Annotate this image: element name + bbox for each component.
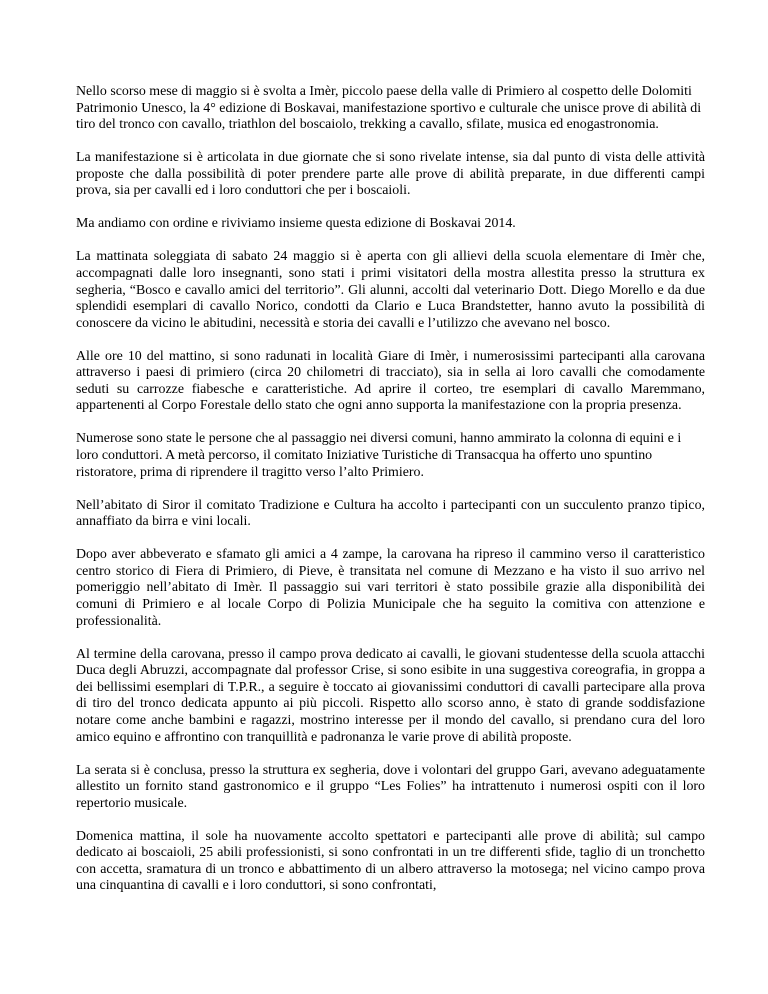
paragraph-caravan-route: Numerose sono state le persone che al passaggio nei diversi comuni, hanno ammirato la colonna di equini e i loro conduttori. A metà percorso, il comitato Iniziative Turistiche di Transacqua ha offerto uno spuntino ristoratore, prima di riprendere il tragitto verso l’alto Primiero. [76, 431, 682, 480]
paragraph-intro: Nello scorso mese di maggio si è svolta a Imèr, piccolo paese della valle di Primiero al cospetto delle Dolomiti Patrimonio Unesco, la 4° edizione di Boskavai, manifestazione sportivo e culturale che unisce prove di abilità di tiro del tronco con cavallo, triathlon del boscaiolo, trekking a cavallo, sfilate, musica ed enogastronomia. [76, 84, 702, 133]
article-body [76, 84, 705, 911]
paragraph-sunday: Domenica mattina, il sole ha nuovamente accolto spettatori e partecipanti alle prove di abilità; sul campo dedicato ai boscaioli, 25 abili professionisti, si sono confrontati in un tre differenti sfide, taglio di un tronchetto con accetta, sramatura di un tronco e abbattimento di un albero attraverso la motosega; nel vicino campo prova una cinquantina di cavalli e i loro conduttori, si sono confrontati, [76, 828, 705, 894]
paragraph-caravan-arrival: Dopo aver abbeverato e sfamato gli amici a 4 zampe, la carovana ha ripreso il cammino verso il caratteristico centro storico di Fiera di Primiero, di Pieve, è transitata nel comune di Mezzano e ha visto il suo arrivo nel pomeriggio nell’abitato di Imèr. Il passaggio sui vari territori è stato possibile grazie alla disponibilità dei comuni di Primiero e al locale Corpo di Polizia Municipale che ha seguito la comitiva con attenzione e professionalità. [76, 547, 705, 629]
paragraph-evening: La serata si è conclusa, presso la struttura ex segheria, dove i volontari del gruppo Gari, avevano adeguatamente allestito un fornito stand gastronomico e il gruppo “Les Folies” ha intrattenuto i numerosi ospiti con il loro repertorio musicale. [76, 762, 705, 811]
paragraph-caravan-start: Alle ore 10 del mattino, si sono radunati in località Giare di Imèr, i numerosissimi partecipanti alla carovana attraverso i paesi di primiero (circa 20 chilometri di tracciato), sia in sella ai loro cavalli che comodamente seduti su carrozze fiabesche e caratteristiche. Ad aprire il corteo, tre esemplari di cavallo Maremmano, appartenenti al Corpo Forestale dello stato che ogni anno supporta la manifestazione con la propria presenza. [76, 348, 705, 414]
paragraph-horse-field: Al termine della carovana, presso il campo prova dedicato ai cavalli, le giovani studentesse della scuola attacchi Duca degli Abruzzi, accompagnate dal professor Crise, si sono esibite in una suggestiva coreografia, in groppa a dei bellissimi esemplari di T.P.R., a seguire è toccato ai giovanissimi conduttori di cavalli partecipare alla prova di tiro del tronco dedicata appunto ai più piccoli. Rispetto allo scorso anno, è stato di grande soddisfazione notare come anche bambini e ragazzi, mostrino interesse per il mondo del cavallo, si prendano cura del loro amico equino e affrontino con tranquillità e padronanza le varie prove di abilità proposte. [76, 646, 705, 745]
paragraph-saturday-morning: La mattinata soleggiata di sabato 24 maggio si è aperta con gli allievi della scuola elementare di Imèr che, accompagnati dalle loro insegnanti, sono stati i primi visitatori della mostra allestita presso la struttura ex segheria, “Bosco e cavallo amici del territorio”. Gli alunni, accolti dal veterinario Dott. Diego Morello e da due splendidi esemplari di cavallo Norico, condotti da Clario e Luca Brandstetter, hanno avuto la possibilità di conoscere da vicino le abitudini, necessità e storia dei cavalli e l’utilizzo che avevano nel bosco. [76, 249, 705, 331]
paragraph-siror-lunch: Nell’abitato di Siror il comitato Tradizione e Cultura ha accolto i partecipanti con un succulento pranzo tipico, annaffiato da birra e vini locali. [76, 497, 705, 530]
paragraph-transition: Ma andiamo con ordine e riviviamo insieme questa edizione di Boskavai 2014. [76, 216, 516, 232]
paragraph-two-days: La manifestazione si è articolata in due giornate che si sono rivelate intense, sia dal punto di vista delle attività proposte che dalla possibilità di poter prendere parte alle prove di abilità preparate, in due differenti campi prova, sia per cavalli ed i loro conduttori che per i boscaioli. [76, 150, 705, 199]
